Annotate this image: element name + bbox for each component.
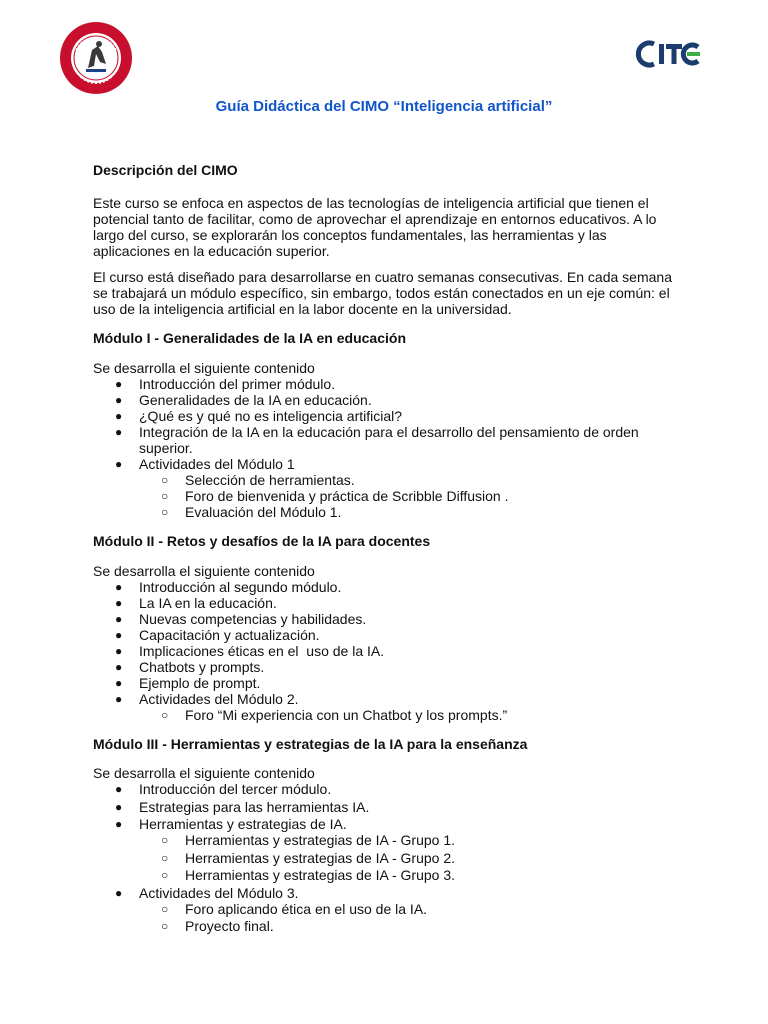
sub-list	[139, 901, 683, 935]
list-item: ● Ejemplo de prompt.	[115, 675, 261, 691]
list-item: ● Integración de la IA en la educación para el desarrollo del pensamiento de orden superior.	[115, 424, 639, 456]
list-item: ● Actividades del Módulo 2. ○ Foro “Mi experiencia con un Chatbot y los prompts.”	[93, 691, 683, 723]
module-intro: Se desarrolla el siguiente contenido	[93, 360, 315, 376]
sub-list	[139, 832, 683, 883]
list-item: ● La IA en la educación.	[115, 595, 277, 611]
bullet-icon: ●	[115, 377, 123, 391]
list-item: ● Actividades del Módulo 3. ○ Foro aplicando ética en el uso de la IA. ○ Proyecto final.	[93, 885, 683, 935]
sub-bullet-icon: ○	[161, 505, 169, 519]
module-section	[93, 533, 683, 723]
bullet-icon: ●	[115, 409, 123, 423]
sub-list	[139, 707, 683, 723]
sub-bullet-icon: ○	[161, 708, 169, 722]
list-item: ● Implicaciones éticas en el uso de la IA.	[115, 643, 385, 659]
description-paragraph: Este curso se enfoca en aspectos de las tecnologías de inteligencia artificial que tienen el potencial tanto de facilitar, como de aprovechar el aprendizaje en entornos educativos. A lo largo del curso, se explorarán los conceptos fundamentales, las herramientas y las aplicaciones en la educación superior.	[93, 195, 657, 259]
module-heading: Módulo I - Generalidades de la IA en educación	[93, 330, 406, 346]
bullet-icon: ●	[115, 457, 123, 471]
sub-list-item: ○ Foro “Mi experiencia con un Chatbot y los prompts.”	[161, 707, 508, 723]
bullet-icon: ●	[115, 799, 123, 814]
list-item: ● ¿Qué es y qué no es inteligencia artificial?	[115, 408, 403, 424]
list-item: ● Introducción al segundo módulo.	[115, 579, 342, 595]
bullet-icon: ●	[115, 644, 123, 658]
university-seal-logo	[58, 20, 134, 96]
bullet-icon: ●	[115, 596, 123, 610]
sub-list-item: ○ Evaluación del Módulo 1.	[161, 504, 342, 520]
bullet-icon: ●	[115, 885, 123, 900]
bullet-icon: ●	[115, 676, 123, 690]
sub-bullet-icon: ○	[161, 850, 169, 865]
module-section	[93, 736, 683, 934]
list-item: ● Generalidades de la IA en educación.	[115, 392, 372, 408]
list-item: ● Introducción del tercer módulo.	[115, 781, 332, 797]
sub-list-item: ○ Herramientas y estrategias de IA - Grupo 2.	[161, 849, 456, 866]
description-heading: Descripción del CIMO	[93, 162, 238, 178]
list-item: ● Capacitación y actualización.	[115, 627, 320, 643]
module-heading: Módulo III - Herramientas y estrategias de la IA para la enseñanza	[93, 736, 528, 752]
bullet-icon: ●	[115, 817, 123, 831]
bullet-icon: ●	[115, 580, 123, 594]
list-item: ● Nuevas competencias y habilidades.	[115, 611, 367, 627]
sub-list-item: ○ Selección de herramientas.	[161, 472, 355, 488]
list-item: ● Chatbots y prompts.	[115, 659, 265, 675]
module-intro: Se desarrolla el siguiente contenido	[93, 563, 315, 579]
sub-bullet-icon: ○	[161, 919, 169, 933]
bullet-icon: ●	[115, 782, 123, 796]
sub-bullet-icon: ○	[161, 833, 169, 847]
cite-logo	[632, 32, 712, 84]
sub-list-item: ○ Foro de bienvenida y práctica de Scribble Diffusion .	[161, 488, 509, 504]
sub-list-item: ○ Herramientas y estrategias de IA - Grupo 3.	[161, 867, 456, 883]
list-item: ● Estrategias para las herramientas IA.	[115, 798, 370, 815]
sub-bullet-icon: ○	[161, 868, 169, 882]
module-intro: Se desarrolla el siguiente contenido	[93, 765, 315, 781]
module-content-list	[93, 781, 683, 934]
sub-list	[139, 472, 683, 520]
bullet-icon: ●	[115, 425, 123, 439]
list-item: ● Actividades del Módulo 1 ○ Selección de herramientas. ○ Foro de bienvenida y práctica de Scribble Diffusion . ○ Evaluación del Módulo 1.	[93, 456, 683, 520]
sub-bullet-icon: ○	[161, 901, 169, 916]
bullet-icon: ●	[115, 692, 123, 706]
bullet-icon: ●	[115, 660, 123, 674]
module-content-list	[93, 376, 683, 520]
bullet-icon: ●	[115, 628, 123, 642]
module-content-list	[93, 579, 683, 723]
document-body	[93, 162, 683, 947]
bullet-icon: ●	[115, 393, 123, 407]
list-item: ● Introducción del primer módulo.	[115, 376, 336, 392]
sub-bullet-icon: ○	[161, 473, 169, 487]
sub-list-item: ○ Herramientas y estrategias de IA - Grupo 1.	[161, 832, 456, 848]
sub-list-item: ○ Foro aplicando ética en el uso de la IA.	[161, 900, 428, 917]
bullet-icon: ●	[115, 612, 123, 626]
description-paragraph: El curso está diseñado para desarrollarse en cuatro semanas consecutivas. En cada semana se trabajará un módulo específico, sin embargo, todos están conectados en un eje común: el uso de la inteligencia artificial en la labor docente en la universidad.	[93, 269, 672, 317]
module-heading: Módulo II - Retos y desafíos de la IA para docentes	[93, 533, 431, 549]
sub-bullet-icon: ○	[161, 489, 169, 503]
module-section	[93, 330, 683, 520]
document-title: Guía Didáctica del CIMO “Inteligencia artificial”	[215, 98, 553, 115]
list-item: ● Herramientas y estrategias de IA. ○ Herramientas y estrategias de IA - Grupo 1. ○ Herramientas y estrategias de IA - Grupo 2. ○ Herramientas y estrategias de IA - Grupo 3.	[93, 816, 683, 883]
sub-list-item: ○ Proyecto final.	[161, 918, 274, 934]
